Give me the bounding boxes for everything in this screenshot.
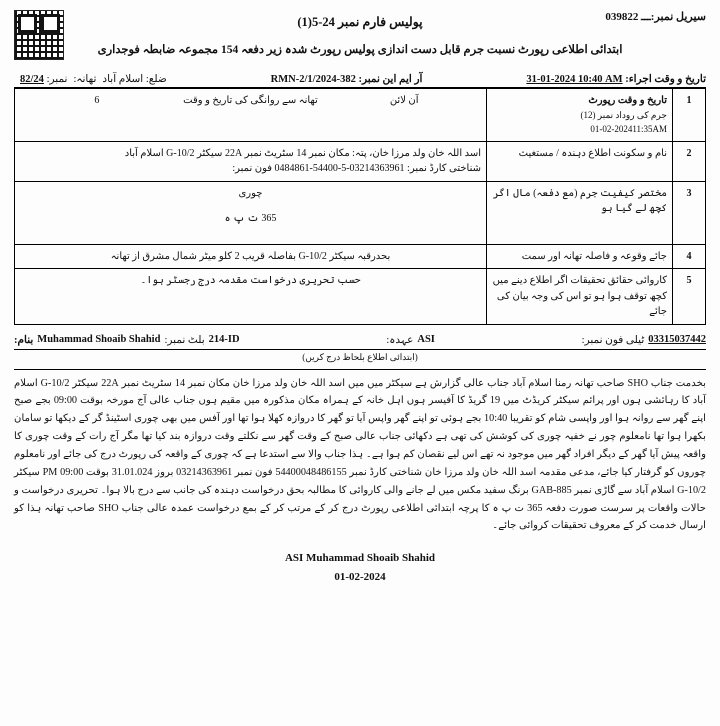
row2-label: نام و سکونت اطلاع دہندہ / مستغیث	[487, 141, 673, 181]
row1-departure-head: تھانہ سے روانگی کی تاریخ و وقت	[183, 95, 318, 107]
serial-number-label: سیریل نمبر:ـــ	[641, 11, 706, 23]
officer-belt-label: بلٹ نمبر:	[164, 334, 205, 346]
officer-rank-value: ASI	[417, 334, 435, 346]
meta-rmn-value: RMN-2/1/2024-382	[270, 74, 356, 86]
serial-number	[605, 10, 706, 23]
officer-phone-label: ٹیلی فون نمبر:	[581, 334, 645, 346]
table-row	[15, 244, 706, 269]
table-row	[15, 89, 706, 141]
row-index: 4	[673, 244, 706, 269]
row3-offence-type: چوری	[238, 187, 263, 199]
meta-number-value: 82/24	[20, 74, 44, 86]
row4-location: بحدرقبہ سیکٹر G-10/2 بفاصلہ قریب 2 کلو میٹر شمال مشرق از تھانہ	[110, 250, 391, 262]
signature-name: ASI Muhammad Shoaib Shahid	[284, 552, 436, 565]
meta-police-station	[73, 73, 96, 85]
meta-ps-label: تھانہ:	[73, 74, 97, 86]
officer-note: (ابتدائی اطلاع بلحاظ درج کریں)	[302, 351, 418, 362]
row4-value-cell	[15, 244, 487, 269]
serial-number-value: 039822	[605, 11, 639, 23]
table-row	[15, 269, 706, 325]
row5-label: کاروائی حقائق تحقیقات اگر اطلاع دینے میں کچھ توقف ہوا ہو تو اس کی وجہ بیان کی جائے	[487, 269, 673, 325]
row-index: 1	[673, 89, 706, 141]
officer-rank-label: عہدہ:	[386, 334, 414, 346]
officer-name-label: بنام:	[14, 334, 34, 346]
row3-label: مختصر کیفیت جرم (مع دفعہ) مال اگر کچھ لے گیا ہو	[487, 181, 673, 244]
row1-label-date: 01-02-202411:35AM	[590, 123, 667, 134]
row5-value-cell	[15, 269, 487, 325]
row4-label: جائے وقوعہ و فاصلہ تھانہ اور سمت	[487, 244, 673, 269]
row-index: 2	[673, 141, 706, 181]
document-title: ابتدائی اطلاعی رپورٹ نسبت جرم قابل دست اندازی پولیس رپورٹ شدہ زیر دفعہ 154 مجموعہ ضابطہ فوجداری	[97, 44, 623, 56]
row1-mid-value: 6	[94, 95, 100, 107]
row1-label-main: تاریخ و وقت رپورٹ	[588, 95, 667, 107]
meta-datetime-value: 31-01-2024 10:40 AM	[526, 74, 623, 86]
form-title: پولیس فارم نمبر 24-5(1)	[297, 15, 423, 29]
row-label-datetime	[487, 89, 673, 141]
fir-body-paragraph: بخدمت جناب SHO صاحب تھانہ رمنا اسلام آباد جناب عالی گزارش ہے سیکٹر میں میں اسد اللہ خان ولد مرزا خان مکان نمبر 14 سٹریٹ نمبر 22A سیکٹر G-10/2 اسلام آباد کا رہائشی ہوں اور پرائم سیکٹر کریڈٹ میں 19 گریڈ کا آفیسر ہوں اہل خانہ کے ہمراہ مکان مذکورہ میں مقیم ہوں جناب عالی آج مورخہ بوقت 09:00 بجے صبح اپنے گھر سے روانہ ہوا اور واپسی شام کو تقریبا 10:40 بجے ہوئی تو اپنے گھر واپس آیا تو گھر کا دروازہ کھلا ہوا تھا اور آفس میں بھی چوری اسٹینڈ گر کے دیکھا تو سامان بکھرا ہوا تھا نامعلوم چور نے خفیہ چوری کی کوشش کی تھی ہے دکھائی جناب عالی صبح کے وقت گھر سے نکلتے وقت دروازہ بند کیا تھا مگر آج رات کے وقت چوری کا واقعہ پیش آیا گھر کے دیگر افراد گھر میں موجود نہ تھے اس لیے نقصان کم ہوا ہے۔ ہذا جناب والا سے استدعا ہے کہ چوری کے واقعہ کی رپورٹ درج کی جائے اور نامعلوم چوروں کو گرفتار کیا جائے، مدعی مقدمہ اسد اللہ خان ولد مرزا خان شناختی کارڈ نمبر 54400048486155 فون نمبر 03214363961 بروز 31.01.024 بوقت 09:00 PM سیکٹر G-10/2 اسلام آباد سے گاڑی نمبر GAB-885 برنگ سفید مکس میں لے جانے والی کاروائی کا مطالبہ بحق درخواست دہندہ کی جانب سے درج بالا ہوا۔ تحریری درخواست و حالات واقعات پر سرست صورت دفعہ 365 ت پ ہ کا پرچہ ابتدائی اطلاعی رپورٹ درج کر کے مرتب کر کے بمع درخواست عمدہ عالی جناب SHO صاحب تھانہ ہذا کو ارسال خدمت کر کے معروف تحقیقات کروائی جائے۔	[14, 377, 707, 532]
row3-offence-section: 365 ت پ ہ	[224, 213, 277, 225]
table-row	[15, 181, 706, 244]
row1-value-cell	[15, 89, 487, 141]
row2-address: اسد اللہ خان ولد مرزا خان، پتہ: مکان نمبر 14 سٹریٹ نمبر 22A سیکٹر G-10/2 اسلام آباد	[124, 147, 481, 159]
officer-phone-value: 03315037442	[648, 334, 707, 346]
officer-name-value: Muhammad Shoaib Shahid	[37, 334, 161, 346]
signature-block	[14, 549, 706, 586]
meta-district	[102, 73, 166, 85]
fir-details-table	[14, 88, 706, 324]
meta-number-label: نمبر:	[46, 74, 68, 86]
signature-date: 01-02-2024	[334, 570, 386, 583]
table-row	[15, 141, 706, 181]
row2-value-cell	[15, 141, 487, 181]
officer-belt-value: 214-ID	[208, 334, 240, 346]
row-index: 5	[673, 269, 706, 325]
meta-number	[20, 73, 67, 85]
row-index: 3	[673, 181, 706, 244]
meta-rmn	[271, 73, 423, 85]
meta-rmn-label: آر ایم این نمبر:	[358, 74, 423, 86]
meta-district-label: ضلع:	[145, 74, 167, 86]
officer-row	[14, 334, 706, 350]
row2-cnic-phone: شناختی کارڈ نمبر: 03214363961-5-54400-0484861 فون نمبر:	[232, 163, 481, 175]
qr-code	[14, 10, 64, 60]
row3-value-cell	[15, 181, 487, 244]
fir-body-text	[14, 369, 706, 536]
row5-action: حسب تحریری درخواست مقدمہ درج رجسٹر ہوا۔	[140, 275, 361, 287]
row1-label-sub: جرم کی روداد نمبر (12)	[580, 109, 667, 120]
meta-district-value: اسلام آباد	[102, 74, 144, 86]
meta-datetime	[526, 73, 706, 85]
row1-departure-value: آن لائن	[389, 95, 419, 107]
meta-datetime-label: تاریخ و وقت اجراء:	[625, 74, 706, 86]
meta-row	[14, 73, 706, 88]
